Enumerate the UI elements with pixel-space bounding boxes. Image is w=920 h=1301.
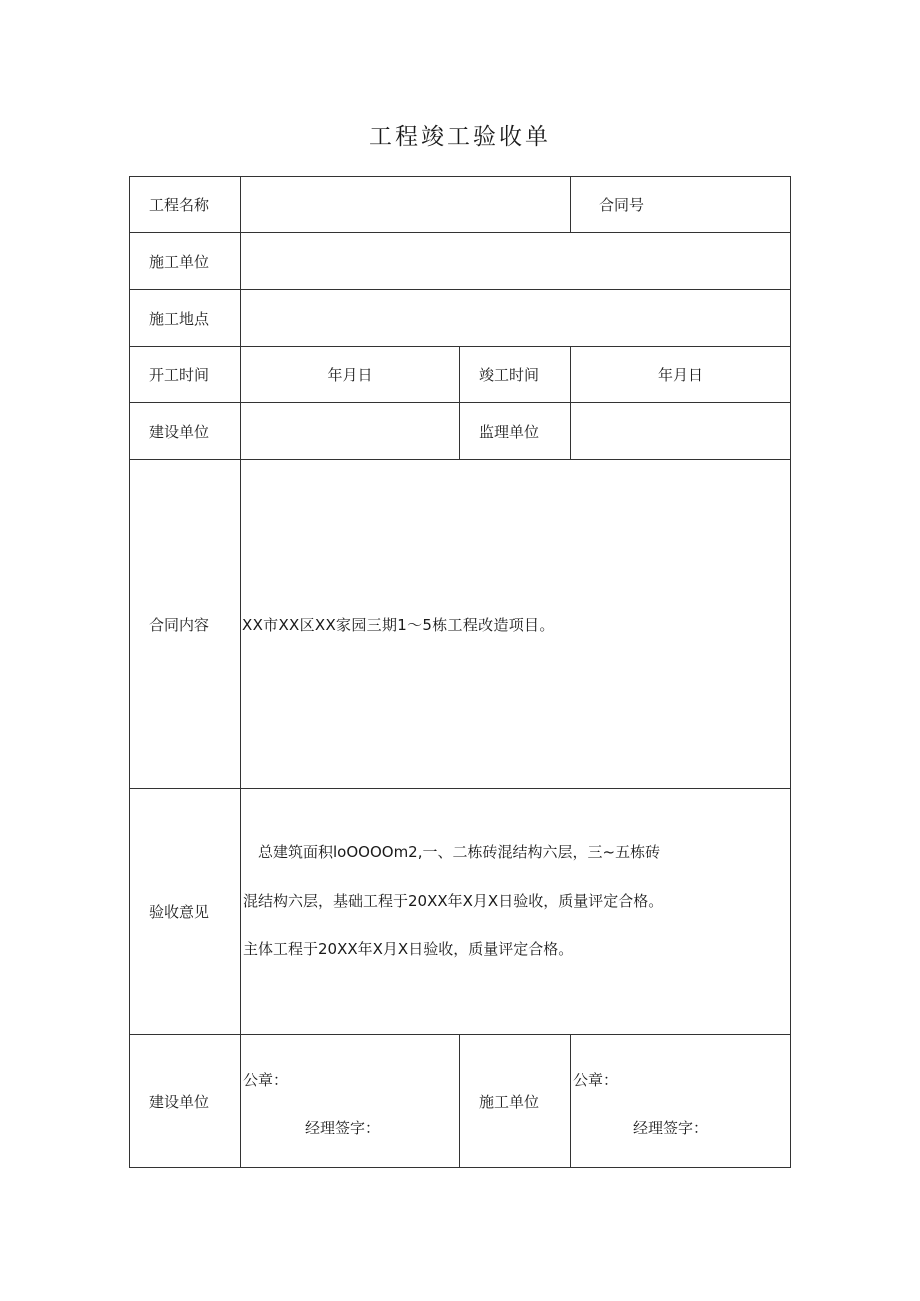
supervisor-field[interactable]: [571, 403, 791, 460]
owner-manager-sign-label: 经理签字：: [305, 1119, 381, 1137]
acceptance-opinion-field[interactable]: [241, 789, 791, 1035]
project-name-label: 工程名称: [130, 177, 241, 233]
contract-no-label: 合同号: [571, 177, 791, 233]
page-title: 工程竣工验收单: [369, 124, 551, 150]
acceptance-form: [129, 176, 791, 1168]
acceptance-line-2: 混结构六层，基础工程于20XX年X月X日验收，质量评定合格。: [243, 892, 664, 910]
row-contractor: [130, 233, 791, 290]
supervisor-label: 监理单位: [460, 403, 571, 460]
contractor-manager-sign-label: 经理签字：: [633, 1119, 709, 1137]
finish-date-label: 竣工时间: [460, 347, 571, 403]
row-contract-content: [130, 460, 791, 789]
start-date-field[interactable]: 年月日: [241, 347, 460, 403]
acceptance-line-3: 主体工程于20XX年X月X日验收，质量评定合格。: [243, 940, 574, 958]
site-label: 施工地点: [130, 290, 241, 347]
finish-date-field[interactable]: 年月日: [571, 347, 791, 403]
sign-contractor-label: 施工单位: [460, 1035, 571, 1168]
contractor-seal-label: 公章：: [573, 1071, 619, 1089]
row-acceptance: [130, 789, 791, 1035]
owner-seal-label: 公章：: [243, 1071, 289, 1089]
sign-owner-label: 建设单位: [130, 1035, 241, 1168]
site-field[interactable]: [241, 290, 791, 347]
row-units: [130, 403, 791, 460]
owner-label: 建设单位: [130, 403, 241, 460]
acceptance-line-1: 总建筑面积loOOOOm2,一、二栋砖混结构六层，三~五栋砖: [258, 843, 661, 861]
row-dates: [130, 347, 791, 403]
row-project-name: [130, 177, 791, 233]
contractor-signature-cell[interactable]: [571, 1035, 791, 1168]
acceptance-label: 验收意见: [130, 789, 241, 1035]
start-date-label: 开工时间: [130, 347, 241, 403]
contractor-label: 施工单位: [130, 233, 241, 290]
row-signatures: [130, 1035, 791, 1168]
contract-content-label: 合同内容: [130, 460, 241, 789]
row-site: [130, 290, 791, 347]
owner-field[interactable]: [241, 403, 460, 460]
contract-content-field[interactable]: XX市XX区XX家园三期1～5栋工程改造项目。: [241, 460, 791, 789]
owner-signature-cell[interactable]: [241, 1035, 460, 1168]
project-name-field[interactable]: [241, 177, 571, 233]
contractor-field[interactable]: [241, 233, 791, 290]
